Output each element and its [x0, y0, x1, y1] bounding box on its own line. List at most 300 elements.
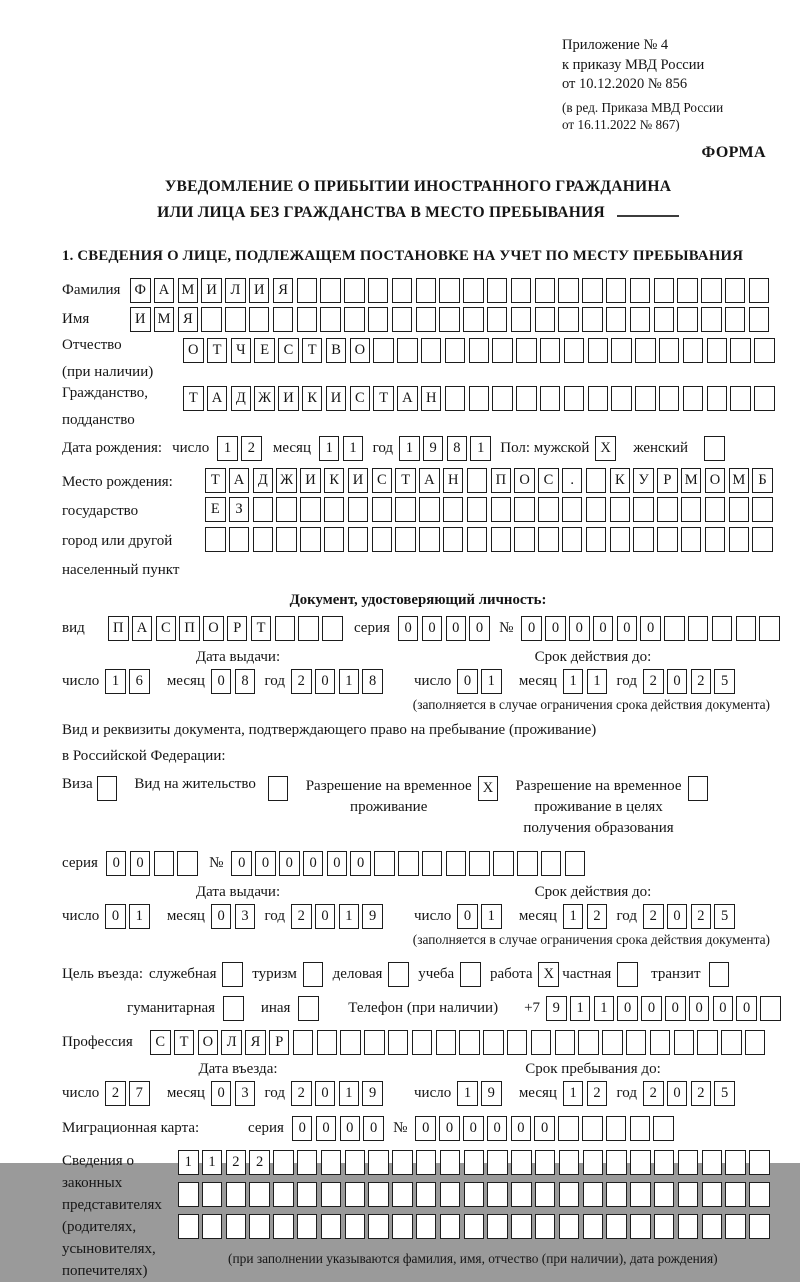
- form-cell: [368, 278, 389, 303]
- form-cell: [630, 278, 651, 303]
- form-cell: [657, 527, 678, 552]
- birth-day-cells: [217, 436, 265, 461]
- form-cell: [345, 1150, 366, 1175]
- doc-number-label: №: [499, 619, 514, 636]
- form-cell: 0: [641, 996, 662, 1021]
- stay-valid-line: [414, 904, 772, 929]
- form-cell: [416, 1182, 437, 1207]
- doc-kind-cells: [108, 616, 346, 641]
- stay-doc-intro1: Вид и реквизиты документа, подтверждающего право на пребывание (проживание): [62, 721, 597, 738]
- form-cell: 1: [563, 669, 584, 694]
- form-cell: [345, 1214, 366, 1239]
- form-cell: [707, 386, 728, 411]
- purpose-study-checkbox: [460, 962, 484, 987]
- form-cell: 6: [129, 669, 150, 694]
- form-cell: В: [326, 338, 347, 363]
- form-cell: [709, 962, 730, 987]
- doc-issue-month-label: месяц: [166, 672, 205, 689]
- stay-issue-day-label: число: [62, 907, 100, 924]
- form-cell: 0: [315, 669, 336, 694]
- form-cell: [688, 616, 709, 641]
- form-cell: [654, 1214, 675, 1239]
- form-cell: [392, 307, 413, 332]
- form-cell: 0: [303, 851, 324, 876]
- form-cell: [467, 497, 488, 522]
- form-cell: 1: [129, 904, 150, 929]
- purpose-humanitarian-checkbox: [223, 996, 247, 1021]
- entry-day-cells: [105, 1081, 153, 1106]
- form-cell: 0: [511, 1116, 532, 1141]
- form-cell: [606, 1214, 627, 1239]
- birthplace-row2-cells: [205, 497, 776, 522]
- form-title-line1: УВЕДОМЛЕНИЕ О ПРИБЫТИИ ИНОСТРАННОГО ГРАЖДАНИНА: [164, 177, 672, 195]
- stay-issue-line: [62, 904, 414, 929]
- edu-residence-label-line2: проживание в целях: [534, 798, 663, 815]
- form-cell: [276, 497, 297, 522]
- form-cell: Я: [245, 1030, 266, 1055]
- doc-number-cells: [521, 616, 783, 641]
- form-cell: [249, 307, 270, 332]
- form-cell: И: [278, 386, 299, 411]
- stay-issue-group: [62, 884, 414, 929]
- stay-until-title: Срок пребывания до:: [525, 1060, 661, 1077]
- form-cell: [202, 1182, 223, 1207]
- form-cell: [324, 497, 345, 522]
- form-cell: [511, 307, 532, 332]
- form-cell: И: [130, 307, 151, 332]
- form-cell: 0: [534, 1116, 555, 1141]
- form-cell: 0: [736, 996, 757, 1021]
- form-cell: 5: [714, 904, 735, 929]
- doc-valid-month-cells: [563, 669, 611, 694]
- form-cell: [436, 1030, 457, 1055]
- stay-until-year-cells: [643, 1081, 738, 1106]
- form-cell: Т: [302, 338, 323, 363]
- form-cell: [586, 497, 607, 522]
- form-cell: [511, 278, 532, 303]
- stay-until-month-cells: [563, 1081, 611, 1106]
- form-cell: 0: [105, 904, 126, 929]
- annex-line-1: Приложение № 4: [562, 37, 669, 53]
- purpose-other-checkbox: [298, 996, 322, 1021]
- form-cell: С: [150, 1030, 171, 1055]
- form-cell: [469, 851, 490, 876]
- form-cell: [630, 1150, 651, 1175]
- form-cell: [701, 278, 722, 303]
- form-cell: [701, 307, 722, 332]
- form-cell: П: [179, 616, 200, 641]
- form-cell: [633, 527, 654, 552]
- form-cell: [298, 616, 319, 641]
- form-cell: И: [249, 278, 270, 303]
- form-cell: К: [610, 468, 631, 493]
- section1-title: 1. СВЕДЕНИЯ О ЛИЦЕ, ПОДЛЕЖАЩЕМ ПОСТАНОВКЕ НА УЧЕТ ПО МЕСТУ ПРЕБЫВАНИЯ: [62, 247, 744, 264]
- birth-day-label: число: [172, 439, 210, 456]
- form-cell: А: [154, 278, 175, 303]
- form-cell: К: [324, 468, 345, 493]
- purpose-business-checkbox: [388, 962, 412, 987]
- form-cell: 0: [446, 616, 467, 641]
- form-cell: 0: [231, 851, 252, 876]
- form-cell: [463, 307, 484, 332]
- form-cell: [322, 616, 343, 641]
- form-cell: [368, 1150, 389, 1175]
- form-cell: [372, 497, 393, 522]
- birth-month-label: месяц: [272, 439, 311, 456]
- form-cell: [578, 1030, 599, 1055]
- form-cell: 0: [316, 1116, 337, 1141]
- doc-issue-month-cells: [211, 669, 259, 694]
- form-cell: [487, 1150, 508, 1175]
- form-cell: [749, 1182, 770, 1207]
- form-cell: 0: [469, 616, 490, 641]
- form-cell: 0: [640, 616, 661, 641]
- identity-doc-dates: [62, 649, 774, 694]
- form-cell: 1: [178, 1150, 199, 1175]
- form-cell: 0: [211, 1081, 232, 1106]
- amend-line-1: (в ред. Приказа МВД России: [562, 99, 724, 115]
- form-cell: [517, 851, 538, 876]
- form-cell: [511, 1182, 532, 1207]
- form-cell: Н: [443, 468, 464, 493]
- birthplace-label-3: город или другой: [62, 532, 173, 549]
- form-cell: [678, 1150, 699, 1175]
- form-cell: [516, 338, 537, 363]
- form-cell: [610, 497, 631, 522]
- form-cell: [416, 1150, 437, 1175]
- title-blank-underline: [617, 204, 679, 217]
- form-cell: 0: [667, 1081, 688, 1106]
- edu-residence-checkbox: [688, 776, 712, 801]
- doc-issue-day-label: число: [62, 672, 100, 689]
- form-cell: 1: [481, 669, 502, 694]
- form-cell: [445, 338, 466, 363]
- doc-valid-line: [414, 669, 772, 694]
- form-cell: [606, 1150, 627, 1175]
- entry-month-label: месяц: [166, 1084, 205, 1101]
- form-cell: [464, 1150, 485, 1175]
- form-cell: [373, 338, 394, 363]
- doc-valid-day-cells: [457, 669, 505, 694]
- form-cell: [582, 307, 603, 332]
- form-cell: [439, 307, 460, 332]
- form-cell: [630, 1214, 651, 1239]
- form-cell: И: [201, 278, 222, 303]
- form-cell: 2: [291, 1081, 312, 1106]
- form-cell: [487, 278, 508, 303]
- sex-label: Пол: мужской: [500, 439, 590, 456]
- form-cell: [348, 497, 369, 522]
- form-cell: [705, 497, 726, 522]
- form-cell: 9: [546, 996, 567, 1021]
- form-cell: [583, 1182, 604, 1207]
- stay-doc-note: (заполняется в случае ограничения срока действия документа): [412, 931, 770, 947]
- form-cell: [678, 1182, 699, 1207]
- form-cell: 0: [521, 616, 542, 641]
- edu-residence-label-line3: получения образования: [523, 819, 674, 836]
- stay-until-day-label: число: [414, 1084, 452, 1101]
- purpose-tourism-label: туризм: [252, 965, 297, 982]
- form-cell: [705, 527, 726, 552]
- form-cell: 1: [563, 904, 584, 929]
- purpose-work-checkbox: [538, 962, 562, 987]
- form-cell: 2: [587, 904, 608, 929]
- form-cell: [202, 1214, 223, 1239]
- form-cell: 2: [291, 904, 312, 929]
- form-cell: Т: [251, 616, 272, 641]
- form-cell: 0: [487, 1116, 508, 1141]
- visa-checkbox: [97, 776, 121, 801]
- entry-year-cells: [291, 1081, 386, 1106]
- form-cell: 1: [217, 436, 238, 461]
- purpose-business-label: деловая: [332, 965, 383, 982]
- form-cell: [392, 1150, 413, 1175]
- form-cell: 0: [255, 851, 276, 876]
- form-cell: [491, 527, 512, 552]
- form-cell: [588, 386, 609, 411]
- form-cell: Ч: [231, 338, 252, 363]
- form-cell: [535, 1150, 556, 1175]
- form-cell: 2: [291, 669, 312, 694]
- form-cell: [752, 497, 773, 522]
- form-cell: [535, 278, 556, 303]
- form-cell: [443, 497, 464, 522]
- form-cell: [531, 1030, 552, 1055]
- patronymic-row: [62, 336, 774, 382]
- stay-valid-year-label: год: [616, 907, 637, 924]
- representatives-label-line2: законных: [62, 1174, 123, 1191]
- form-cell: 1: [481, 904, 502, 929]
- form-cell: [249, 1214, 270, 1239]
- purpose-private-checkbox: [617, 962, 641, 987]
- form-cell: [654, 307, 675, 332]
- form-cell: 0: [340, 1116, 361, 1141]
- form-cell: Р: [269, 1030, 290, 1055]
- form-cell: [226, 1182, 247, 1207]
- form-cell: [654, 1182, 675, 1207]
- surname-cells: [130, 278, 773, 303]
- form-cell: [559, 1214, 580, 1239]
- form-cell: [487, 307, 508, 332]
- stay-valid-month-label: месяц: [518, 907, 557, 924]
- form-cell: 9: [362, 904, 383, 929]
- form-cell: Т: [395, 468, 416, 493]
- form-cell: [564, 338, 585, 363]
- form-cell: [540, 338, 561, 363]
- form-cell: [674, 1030, 695, 1055]
- form-cell: 0: [457, 904, 478, 929]
- form-cell: [725, 1150, 746, 1175]
- form-cell: 2: [643, 669, 664, 694]
- birthplace-row3-cells: [205, 527, 776, 552]
- form-cell: О: [203, 616, 224, 641]
- form-cell: [422, 851, 443, 876]
- form-cell: [514, 527, 535, 552]
- stay-doc-kind-row: [62, 776, 774, 839]
- purpose-other-label: иная: [260, 999, 291, 1016]
- identity-doc-row: [62, 616, 774, 641]
- form-cell: Т: [183, 386, 204, 411]
- form-cell: [416, 1214, 437, 1239]
- form-cell: [443, 527, 464, 552]
- form-cell: 2: [587, 1081, 608, 1106]
- form-cell: [729, 527, 750, 552]
- migration-card-row: [62, 1116, 774, 1141]
- form-cell: [395, 497, 416, 522]
- form-cell: 0: [130, 851, 151, 876]
- form-title-line2: [62, 200, 774, 226]
- form-cell: [611, 386, 632, 411]
- doc-series-label: серия: [353, 619, 390, 636]
- form-cell: [469, 386, 490, 411]
- form-cell: [249, 1182, 270, 1207]
- form-cell: [340, 1030, 361, 1055]
- form-cell: Т: [174, 1030, 195, 1055]
- entry-date-line: [62, 1081, 414, 1106]
- form-cell: [320, 278, 341, 303]
- form-cell: 1: [587, 669, 608, 694]
- form-cell: [516, 386, 537, 411]
- stay-until-day-cells: [457, 1081, 505, 1106]
- form-cell: 0: [457, 669, 478, 694]
- patronymic-label: [62, 336, 183, 382]
- form-cell: [273, 1150, 294, 1175]
- form-cell: И: [300, 468, 321, 493]
- patronymic-cells: [183, 338, 778, 363]
- form-cell: [398, 851, 419, 876]
- form-cell: 0: [667, 669, 688, 694]
- form-cell: [538, 497, 559, 522]
- annex-amendment: [562, 99, 774, 134]
- form-cell: 0: [415, 1116, 436, 1141]
- form-cell: [749, 278, 770, 303]
- form-cell: [538, 527, 559, 552]
- form-cell: Ж: [276, 468, 297, 493]
- form-cell: 1: [343, 436, 364, 461]
- birthplace-label-2: государство: [62, 503, 139, 519]
- sex-male-checkbox: [595, 436, 619, 461]
- form-cell: 1: [339, 904, 360, 929]
- form-cell: [583, 1214, 604, 1239]
- form-cell: Д: [231, 386, 252, 411]
- migration-series-cells: [292, 1116, 387, 1141]
- form-cell: [293, 1030, 314, 1055]
- form-cell: [460, 962, 481, 987]
- stay-until-group: [414, 1061, 772, 1106]
- form-cell: [582, 278, 603, 303]
- form-cell: Т: [207, 338, 228, 363]
- form-cell: [177, 851, 198, 876]
- form-cell: [697, 1030, 718, 1055]
- form-cell: [368, 307, 389, 332]
- form-cell: [707, 338, 728, 363]
- form-cell: З: [229, 497, 250, 522]
- form-cell: [749, 1214, 770, 1239]
- form-cell: [344, 278, 365, 303]
- form-cell: [683, 338, 704, 363]
- form-cell: 0: [689, 996, 710, 1021]
- form-cell: [650, 1030, 671, 1055]
- form-cell: [759, 616, 780, 641]
- form-cell: [559, 1182, 580, 1207]
- form-cell: 0: [363, 1116, 384, 1141]
- birthplace-cells-block: [205, 468, 776, 557]
- form-cell: 0: [327, 851, 348, 876]
- residence-permit-label: Вид на жительство: [134, 775, 256, 792]
- form-cell: [606, 307, 627, 332]
- form-cell: [702, 1182, 723, 1207]
- form-cell: 8: [235, 669, 256, 694]
- purpose-private-label: частная: [562, 965, 612, 982]
- form-cell: 0: [106, 851, 127, 876]
- form-cell: [372, 527, 393, 552]
- form-cell: [492, 386, 513, 411]
- form-cell: [487, 1182, 508, 1207]
- doc-valid-day-label: число: [414, 672, 452, 689]
- form-cell: 1: [202, 1150, 223, 1175]
- form-cell: М: [154, 307, 175, 332]
- birth-month-cells: [319, 436, 367, 461]
- doc-issue-title: Дата выдачи:: [195, 648, 281, 665]
- form-cell: [535, 307, 556, 332]
- form-cell: 1: [594, 996, 615, 1021]
- form-cell: [275, 616, 296, 641]
- doc-valid-title: Срок действия до:: [534, 648, 652, 665]
- representatives-label: [62, 1150, 178, 1282]
- phone-cells: [546, 996, 784, 1021]
- doc-valid-month-label: месяц: [518, 672, 557, 689]
- form-cell: 0: [422, 616, 443, 641]
- form-cell: 0: [350, 851, 371, 876]
- surname-row: [62, 278, 774, 303]
- form-cell: [223, 996, 244, 1021]
- stay-issue-year-label: год: [264, 907, 285, 924]
- form-cell: [688, 776, 709, 801]
- form-cell: [273, 1182, 294, 1207]
- form-cell: У: [633, 468, 654, 493]
- form-cell: [730, 338, 751, 363]
- form-cell: [653, 1116, 674, 1141]
- form-cell: 0: [617, 996, 638, 1021]
- form-cell: [630, 1182, 651, 1207]
- form-cell: [635, 338, 656, 363]
- form-cell: [459, 1030, 480, 1055]
- form-cell: [725, 1182, 746, 1207]
- phone-label: Телефон (при наличии): [348, 999, 499, 1016]
- form-cell: [558, 1116, 579, 1141]
- form-cell: М: [681, 468, 702, 493]
- doc-valid-group: [414, 649, 772, 694]
- form-cell: [345, 1182, 366, 1207]
- form-cell: 2: [643, 1081, 664, 1106]
- representatives-block: [62, 1150, 774, 1282]
- form-cell: [683, 386, 704, 411]
- form-cell: [541, 851, 562, 876]
- form-cell: [467, 527, 488, 552]
- form-cell: Л: [225, 278, 246, 303]
- form-cell: [487, 1214, 508, 1239]
- form-cell: 1: [319, 436, 340, 461]
- form-cell: 2: [226, 1150, 247, 1175]
- form-label: ФОРМА: [701, 143, 766, 161]
- birthplace-row1-cells: [205, 468, 776, 493]
- form-cell: [754, 338, 775, 363]
- patronymic-label-line2: (при наличии): [62, 363, 154, 380]
- form-cell: 1: [563, 1081, 584, 1106]
- form-cell: 8: [362, 669, 383, 694]
- stay-valid-day-label: число: [414, 907, 452, 924]
- form-cell: [317, 1030, 338, 1055]
